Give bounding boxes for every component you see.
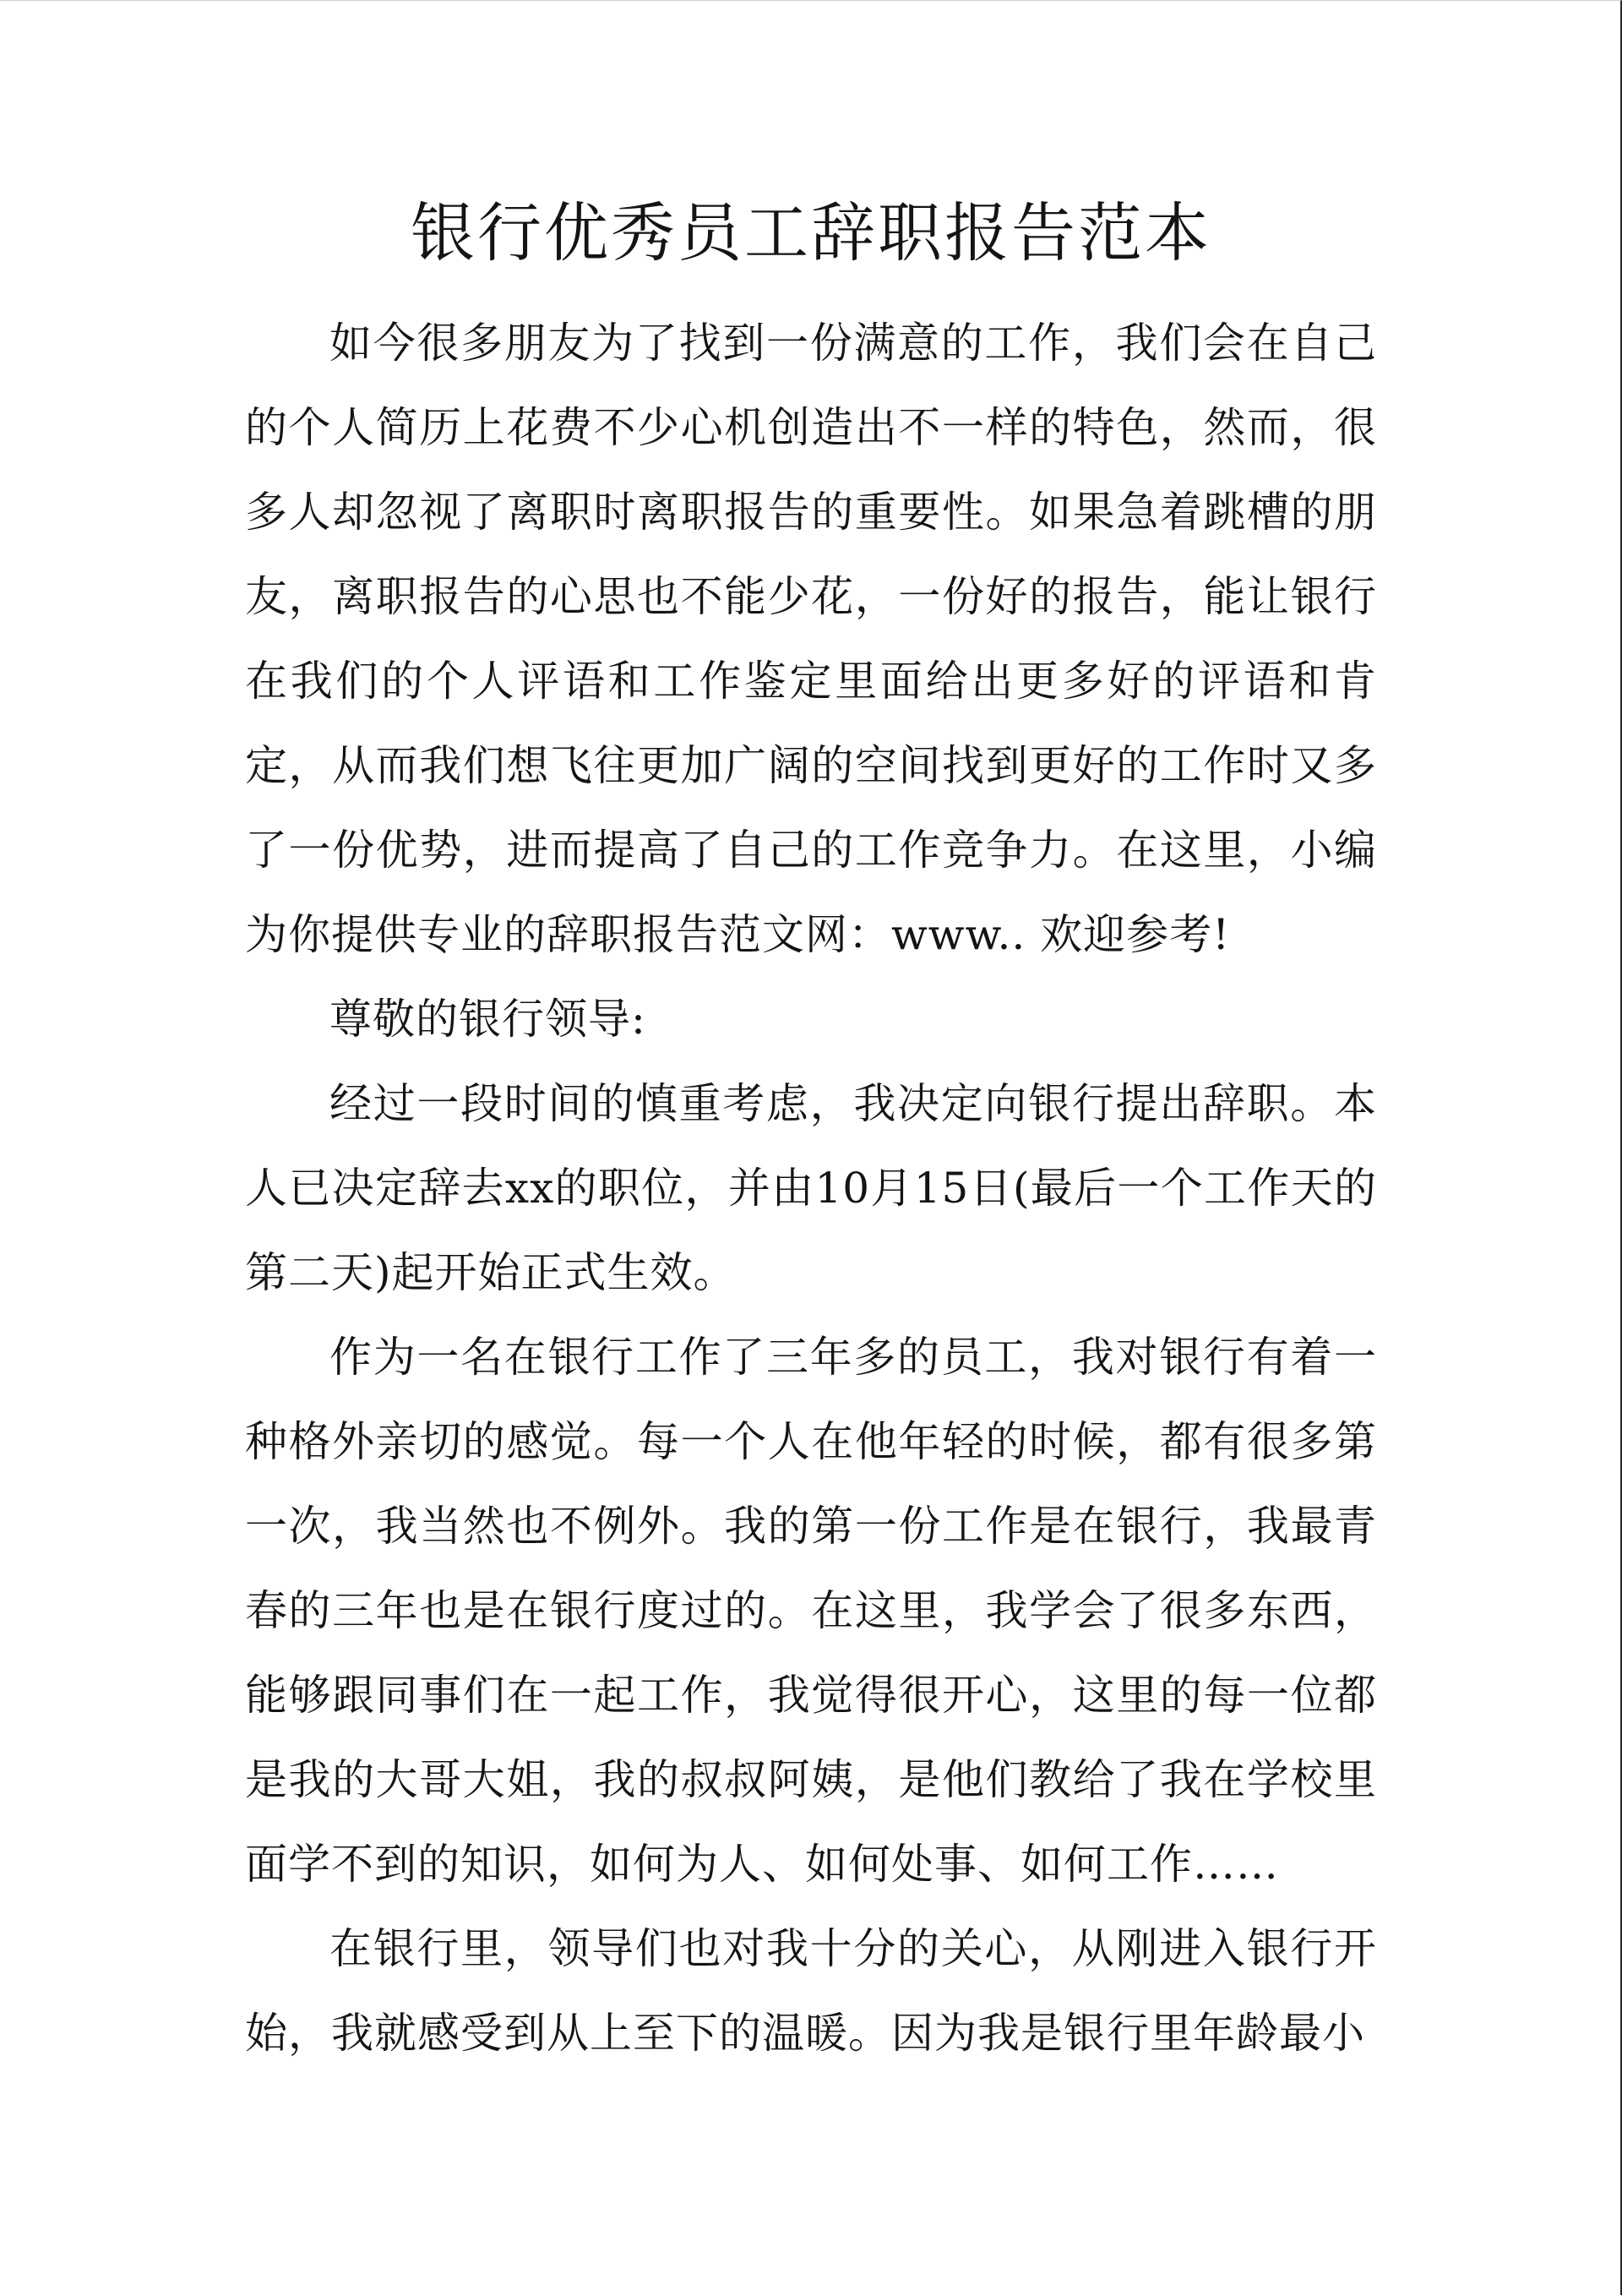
leadership-paragraph: 在银行里，领导们也对我十分的关心，从刚进入银行开始，我就感受到从上至下的温暖。因为我是银行里年龄最小 — [245, 1924, 1377, 2058]
document-body — [245, 183, 1377, 2075]
intro-paragraph: 如今很多朋友为了找到一份满意的工作，我们会在自己的个人简历上花费不少心机创造出不一样的特色，然而，很多人却忽视了离职时离职报告的重要性。如果急着跳槽的朋友，离职报告的心思也不能少花，一份好的报告，能让银行在我们的个人评语和工作鉴定里面给出更多好的评语和肯定，从而我们想飞往更加广阔的空间找到更好的工作时又多了一份优势，进而提高了自己的工作竞争力。在这里，小编为你提供专业的辞职报告范文网：www.. 欢迎参考! — [245, 319, 1377, 959]
document-title: 银行优秀员工辞职报告范本 — [411, 195, 1211, 270]
resignation-paragraph: 经过一段时间的慎重考虑，我决定向银行提出辞职。本人已决定辞去xx的职位，并由10月15日(最后一个工作天的第二天)起开始正式生效。 — [245, 1079, 1377, 1297]
experience-paragraph: 作为一名在银行工作了三年多的员工，我对银行有着一种格外亲切的感觉。每一个人在他年轻的时候，都有很多第一次，我当然也不例外。我的第一份工作是在银行，我最青春的三年也是在银行度过的。在这里，我学会了很多东西，能够跟同事们在一起工作，我觉得很开心，这里的每一位都是我的大哥大姐，我的叔叔阿姨，是他们教给了我在学校里面学不到的知识，如何为人、如何处事、如何工作…… — [245, 1333, 1377, 1889]
salutation: 尊敬的银行领导: — [329, 995, 646, 1044]
